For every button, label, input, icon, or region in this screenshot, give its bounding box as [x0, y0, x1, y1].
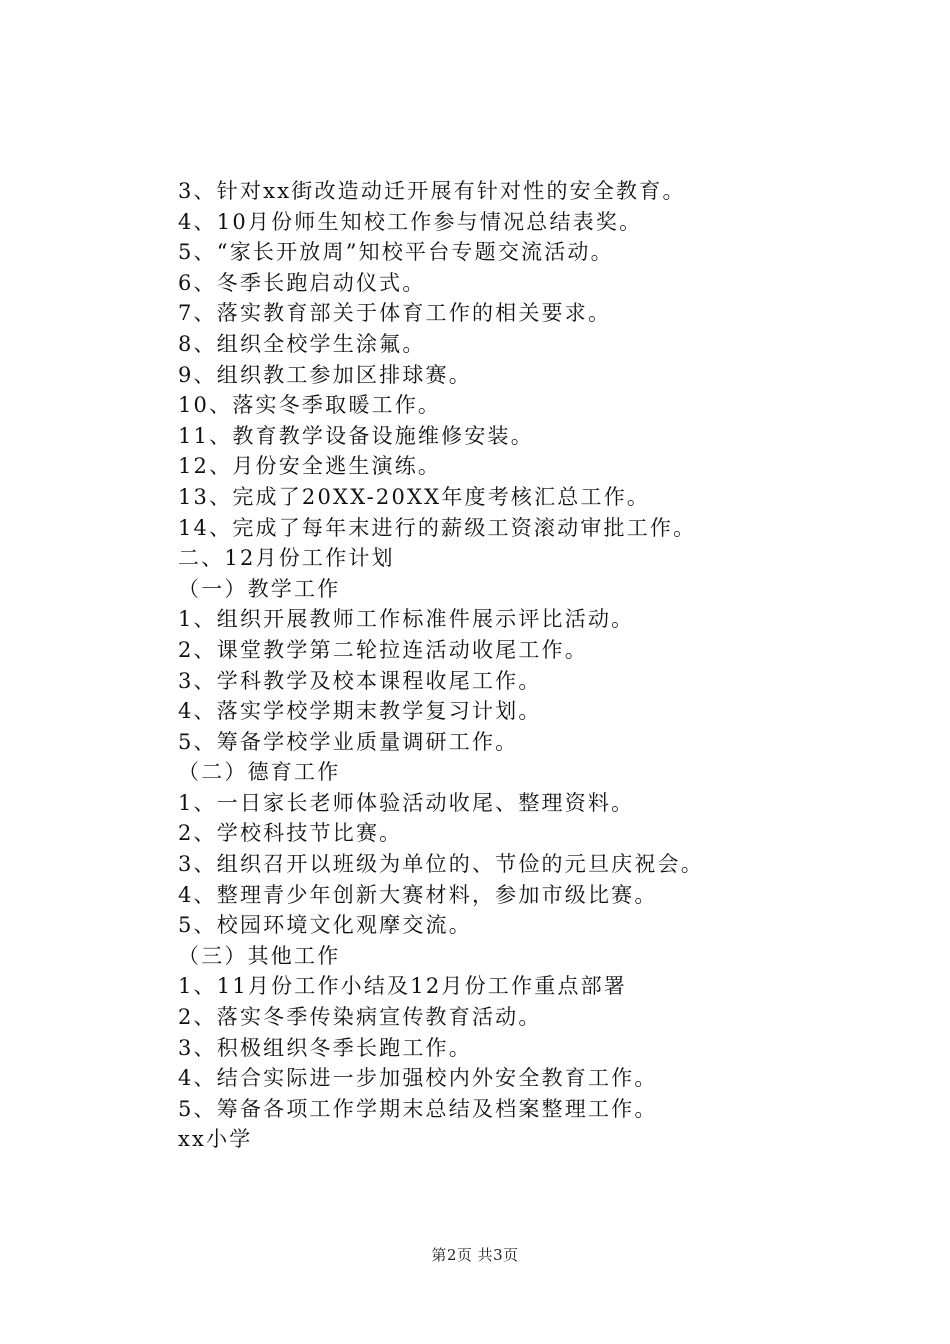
- signature-line: xx小学: [178, 1127, 253, 1152]
- subsection-heading: （二）德育工作: [178, 760, 341, 785]
- text-line: 1、11月份工作小结及12月份工作重点部署: [178, 974, 628, 999]
- page-footer: 第2页 共3页: [431, 1246, 519, 1264]
- text-line: 11、教育教学设备设施维修安装。: [178, 423, 534, 448]
- text-line: 9、组织教工参加区排球赛。: [178, 362, 472, 387]
- text-line: 5、校园环境文化观摩交流。: [178, 913, 472, 938]
- text-line: 5、筹备学校学业质量调研工作。: [178, 729, 519, 754]
- text-line: 1、组织开展教师工作标准件展示评比活动。: [178, 607, 635, 632]
- text-line: 4、整理青少年创新大赛材料，参加市级比赛。: [178, 882, 658, 907]
- text-line: 3、积极组织冬季长跑工作。: [178, 1035, 472, 1060]
- text-line: 5、筹备各项工作学期末总结及档案整理工作。: [178, 1096, 658, 1121]
- text-line: 2、学校科技节比赛。: [178, 821, 403, 846]
- text-line: 6、冬季长跑启动仪式。: [178, 270, 426, 295]
- text-line: 8、组织全校学生涂氟。: [178, 331, 426, 356]
- text-line: 3、针对xx街改造动迁开展有针对性的安全教育。: [178, 179, 686, 203]
- text-line: 7、落实教育部关于体育工作的相关要求。: [178, 301, 612, 326]
- subsection-heading: （三）其他工作: [178, 943, 341, 968]
- text-line: 10、落实冬季取暖工作。: [178, 393, 442, 418]
- text-line: 5、“家长开放周”知校平台专题交流活动。: [178, 240, 614, 265]
- document-body: [178, 176, 878, 1155]
- text-line: 12、月份安全逃生演练。: [178, 454, 442, 479]
- text-line: 1、一日家长老师体验活动收尾、整理资料。: [178, 790, 635, 815]
- section-heading: 二、12月份工作计划: [178, 546, 395, 571]
- text-line: 2、课堂教学第二轮拉连活动收尾工作。: [178, 637, 588, 662]
- text-line: 3、组织召开以班级为单位的、节俭的元旦庆祝会。: [178, 852, 704, 877]
- text-line: 14、完成了每年末进行的薪级工资滚动审批工作。: [178, 515, 697, 540]
- subsection-heading: （一）教学工作: [178, 576, 341, 601]
- text-line: 3、学科教学及校本课程收尾工作。: [178, 668, 542, 693]
- text-line: 13、完成了20XX-20XX年度考核汇总工作。: [178, 484, 651, 509]
- text-line: 4、落实学校学期末教学复习计划。: [178, 699, 542, 724]
- text-line: 2、落实冬季传染病宣传教育活动。: [178, 1005, 542, 1030]
- text-line: 4、10月份师生知校工作参与情况总结表奖。: [178, 209, 643, 234]
- text-line: 4、结合实际进一步加强校内外安全教育工作。: [178, 1066, 658, 1091]
